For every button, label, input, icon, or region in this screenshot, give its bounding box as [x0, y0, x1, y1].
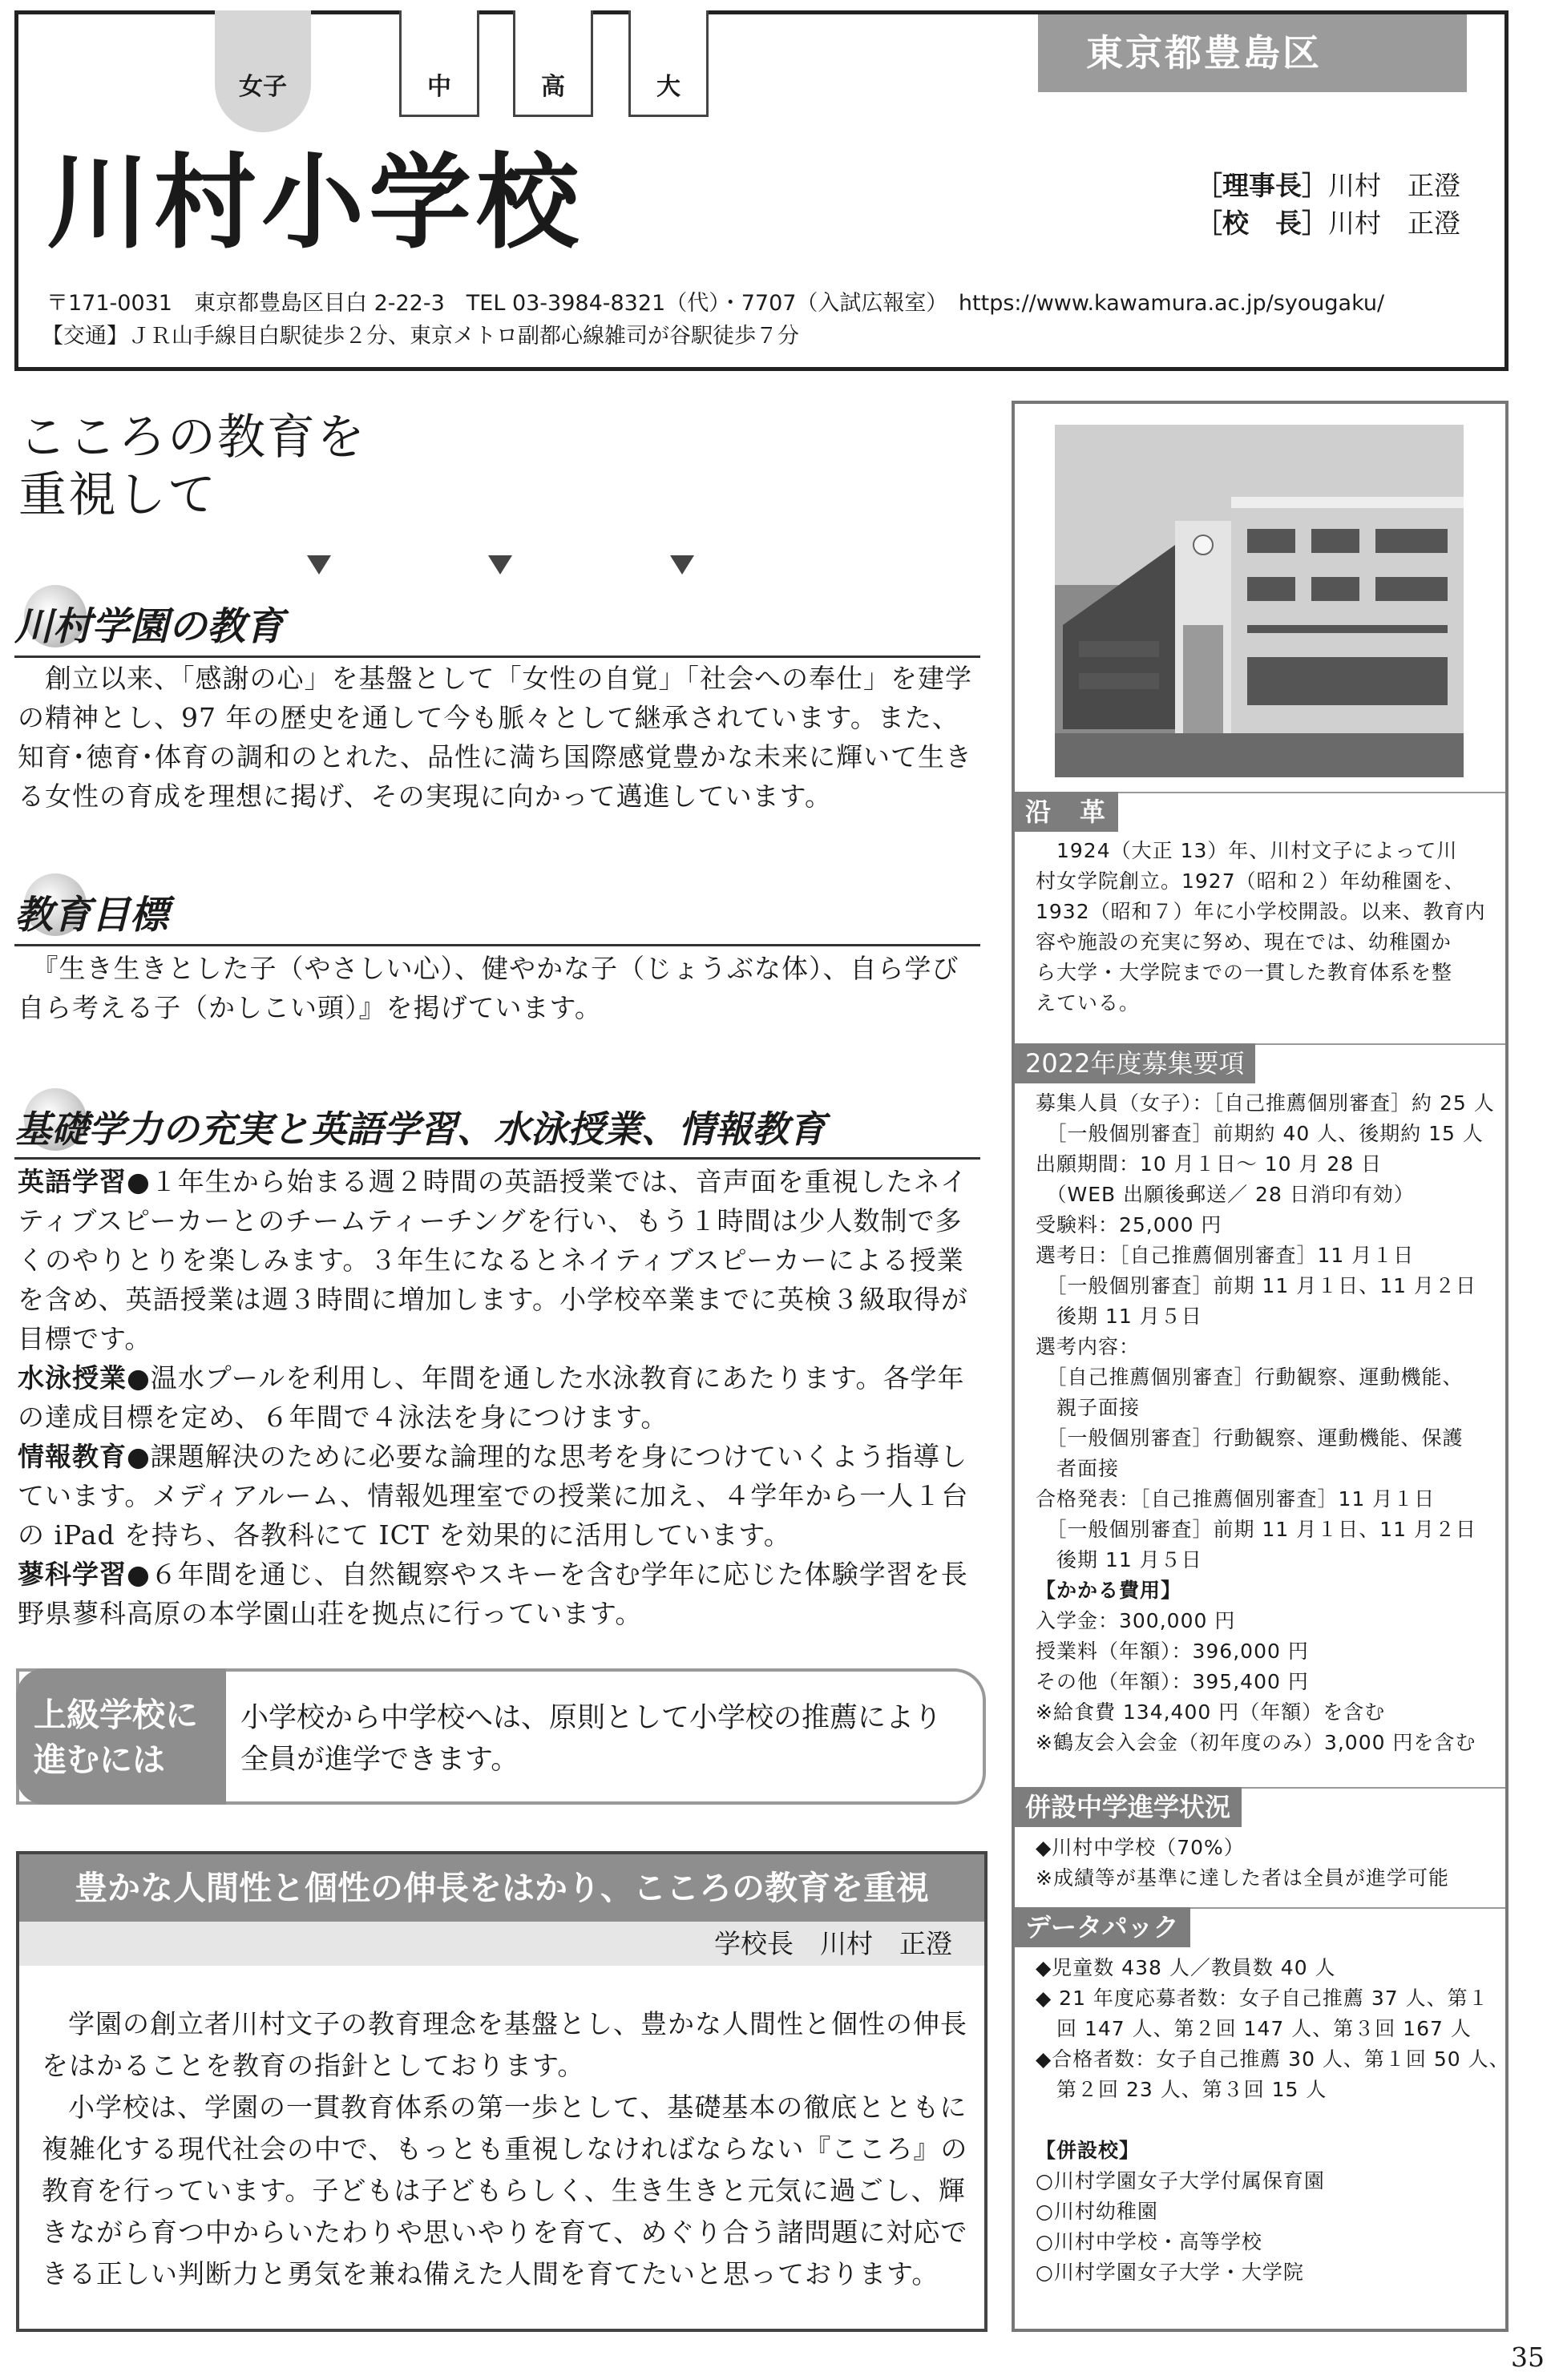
chair-label: ［理事長］ [1196, 170, 1328, 201]
section-title-curriculum: 基礎学力の充実と英語学習、水泳授業、情報教育 [14, 1111, 980, 1160]
datapack-line: ○川村学園女子大学・大学院 [1036, 2261, 1304, 2284]
down-triangle-icon [488, 555, 512, 575]
admission-line: 者面接 [1036, 1457, 1120, 1480]
catch-copy [18, 409, 366, 524]
datapack-body [1036, 1953, 1510, 2288]
datapack-line: ◆合格者数：女子自己推薦 30 人、第１回 50 人、 [1036, 2047, 1510, 2071]
datapack-line: 回 147 人、第２回 147 人、第３回 167 人 [1036, 2017, 1472, 2040]
datapack-line: 【併設校】 [1036, 2139, 1141, 2162]
history-line: ら大学・大学院までの一貫した教育体系を整 [1036, 961, 1453, 984]
admission-title: 2022年度募集要項 [1014, 1043, 1255, 1083]
school-building-photo [1055, 425, 1464, 777]
girls-school-tab: 女子 [215, 10, 311, 132]
curriculum-body [18, 1162, 983, 1633]
history-title: 沿 革 [1014, 792, 1118, 832]
datapack-line: ○川村幼稚園 [1036, 2200, 1158, 2223]
school-access: 【交通】ＪＲ山手線目白駅徒歩２分、東京メトロ副都心線雑司が谷駅徒歩７分 [42, 324, 799, 349]
admission-line: 選考日：［自己推薦個別審査］11 月１日 [1036, 1244, 1415, 1267]
datapack-line [1036, 2105, 1492, 2136]
junior-high-line: ◆川村中学校（70%） [1036, 1836, 1245, 1859]
admission-line: ［一般個別審査］前期 11 月１日、11 月２日 [1036, 1518, 1476, 1541]
history-line: えている。 [1036, 991, 1141, 1015]
datapack-line: ◆児童数 438 人／教員数 40 人 [1036, 1956, 1336, 1979]
admission-body [1036, 1088, 1495, 1758]
down-triangle-icon [670, 555, 694, 575]
curriculum-text: 温水プールを利用し、年間を通した水泳教育にあたります。各学年の達成目標を定め、６年間で４泳法を身につけます。 [18, 1362, 965, 1433]
admission-line: ［自己推薦個別審査］行動観察、運動機能、 [1036, 1365, 1464, 1389]
curriculum-text: １年生から始まる週２時間の英語授業では、音声面を重視したネイティブスピーカーとのチームティーチングを行い、もう１時間は少人数制で多くのやりとりを楽しみます。３年生になるとネイティブスピーカーによる授業を含め、英語授業は週３時間に増加します。小学校卒業までに英検３級取得が目標です。 [18, 1166, 969, 1354]
datapack-line: ○川村中学校・高等学校 [1036, 2230, 1262, 2253]
curriculum-label: 情報教育● [18, 1441, 151, 1472]
page-number: 35 [1511, 2342, 1545, 2373]
curriculum-item-english [18, 1162, 983, 1358]
principal-paragraph: 小学校は、学園の一貫教育体系の第一歩として、基礎基本の徹底とともに複雑化する現代社会の中で、もっとも重視しなければならない『こころ』の教育を行っています。子どもは子どもらしく、生き生きと元気に過ごし、輝きながら育つ中からいたわりや思いやりを育て、めぐり合う諸問題に対応できる正しい判断力と勇気を兼ね備えた人間を育てたいと思っております。 [42, 2092, 968, 2289]
upper-school-label-line: 進むには [34, 1741, 165, 1779]
goals-text: 『生き生きとした子（やさしい心）、健やかな子（じょうぶな体）、自ら学び自ら考える子（かしこい頭）』を掲げています。 [18, 953, 959, 1023]
admission-line: 後期 11 月５日 [1036, 1548, 1202, 1571]
school-name: 川村小学校 [46, 143, 584, 263]
principal-line [1196, 208, 1460, 239]
admission-line: 募集人員（女子）：［自己推薦個別審査］約 25 人 [1036, 1091, 1495, 1115]
junior-high-body [1036, 1833, 1492, 1894]
education-text: 創立以来、「感謝の心」を基盤として「女性の自覚」「社会への奉仕」を建学の精神とし、97 年の歴史を通して今も脈々として継承されています。また、知育･徳育･体育の調和のとれた、品性に満ち国際感覚豊かな未来に輝いて生きる女性の育成を理想に掲げ、その実現に向かって邁進しています。 [18, 663, 972, 812]
level-high: 高 [513, 10, 593, 117]
admission-line: 受験料：25,000 円 [1036, 1213, 1222, 1236]
history-line: 1932（昭和７）年に小学校開設。以来、教育内 [1036, 900, 1486, 923]
datapack-line: 第２回 23 人、第３回 15 人 [1036, 2078, 1327, 2101]
admission-line: ［一般個別審査］行動観察、運動機能、保護 [1036, 1426, 1464, 1450]
datapack-line: ○川村学園女子大学付属保育園 [1036, 2169, 1325, 2192]
curriculum-item-swimming [18, 1358, 983, 1437]
history-line: 1924（大正 13）年、川村文子によって川 [1036, 839, 1458, 862]
admission-line: 選考内容： [1036, 1335, 1141, 1358]
section-title-goals: 教育目標 [14, 896, 980, 946]
chair-line [1196, 172, 1460, 199]
admission-line: ［一般個別審査］前期 11 月１日、11 月２日 [1036, 1274, 1476, 1297]
admission-line: （WEB 出願後郵送／ 28 日消印有効） [1036, 1183, 1415, 1206]
admission-line: ※給食費 134,400 円（年額）を含む [1036, 1700, 1386, 1724]
principal-name: 川村 正澄 [1328, 208, 1460, 239]
curriculum-label: 英語学習● [18, 1166, 151, 1197]
section-title-education: 川村学園の教育 [14, 607, 980, 658]
datapack-title: データパック [1014, 1907, 1190, 1947]
curriculum-text: ６年間を通じ、自然観察やスキーを含む学年に応じた体験学習を長野県蓼科高原の本学園山荘を拠点に行っています。 [18, 1559, 968, 1629]
curriculum-item-tateshina [18, 1555, 983, 1633]
junior-high-title: 併設中学進学状況 [1014, 1787, 1242, 1827]
curriculum-item-ict [18, 1437, 983, 1555]
principal-signature: 学校長 川村 正澄 [19, 1922, 984, 1966]
chair-name: 川村 正澄 [1328, 170, 1460, 201]
principal-message-title: 豊かな人間性と個性の伸長をはかり、こころの教育を重視 [19, 1854, 984, 1922]
catch-line: こころの教育を [18, 409, 366, 466]
admission-line: 授業料（年額）：396,000 円 [1036, 1640, 1309, 1663]
history-line: 容や施設の充実に努め、現在では、幼稚園か [1036, 930, 1452, 954]
admission-line: 【かかる費用】 [1036, 1579, 1182, 1602]
upper-school-label-line: 上級学校に [34, 1696, 198, 1734]
admission-line: 親子面接 [1036, 1396, 1141, 1419]
region-badge: 東京都豊島区 [1038, 14, 1467, 92]
level-junior-high: 中 [399, 10, 479, 117]
history-line: 村女学院創立。1927（昭和２）年幼稚園を、 [1036, 869, 1465, 893]
admission-line: ※鶴友会入会金（初年度のみ）3,000 円を含む [1036, 1731, 1476, 1754]
admission-line: 出願期間：10 月１日〜 10 月 28 日 [1036, 1152, 1383, 1176]
datapack-line: ◆ 21 年度応募者数：女子自己推薦 37 人、第１ [1036, 1987, 1489, 2010]
curriculum-label: 水泳授業● [18, 1362, 151, 1394]
school-address: 〒171-0031 東京都豊島区目白 2-22-3 TEL 03-3984-8321（代）・7707（入試広報室） https://www.kawamura.ac.jp/syougaku/ [46, 291, 1385, 316]
admission-line: 合格発表：［自己推薦個別審査］11 月１日 [1036, 1487, 1436, 1511]
principal-message-body [42, 2003, 971, 2295]
down-triangle-icon [307, 555, 331, 575]
history-body [1036, 836, 1492, 1019]
principal-label: ［校 長］ [1196, 208, 1328, 239]
upper-school-text: 小学校から中学校へは、原則として小学校の推薦により全員が進学できます。 [240, 1702, 943, 1776]
level-university: 大 [628, 10, 709, 117]
upper-school-label [16, 1668, 226, 1805]
goals-body [18, 949, 983, 1027]
curriculum-text: 課題解決のために必要な論理的な思考を身につけていくよう指導しています。メディアルーム、情報処理室での授業に加え、４学年から一人１台の iPad を持ち、各教科にて ICT を効果的に活用しています。 [18, 1441, 969, 1551]
admission-line: 後期 11 月５日 [1036, 1305, 1202, 1328]
principal-paragraph: 学園の創立者川村文子の教育理念を基盤とし、豊かな人間性と個性の伸長をはかることを教育の指針としております。 [42, 2008, 967, 2081]
catch-line: 重視して [18, 467, 217, 523]
admission-line: ［一般個別審査］前期約 40 人、後期約 15 人 [1036, 1122, 1484, 1145]
admission-line: その他（年額）：395,400 円 [1036, 1670, 1309, 1693]
education-body [18, 659, 983, 816]
admission-line: 入学金：300,000 円 [1036, 1609, 1236, 1632]
junior-high-line: ※成績等が基準に達した者は全員が進学可能 [1036, 1866, 1449, 1890]
curriculum-label: 蓼科学習● [18, 1559, 151, 1590]
